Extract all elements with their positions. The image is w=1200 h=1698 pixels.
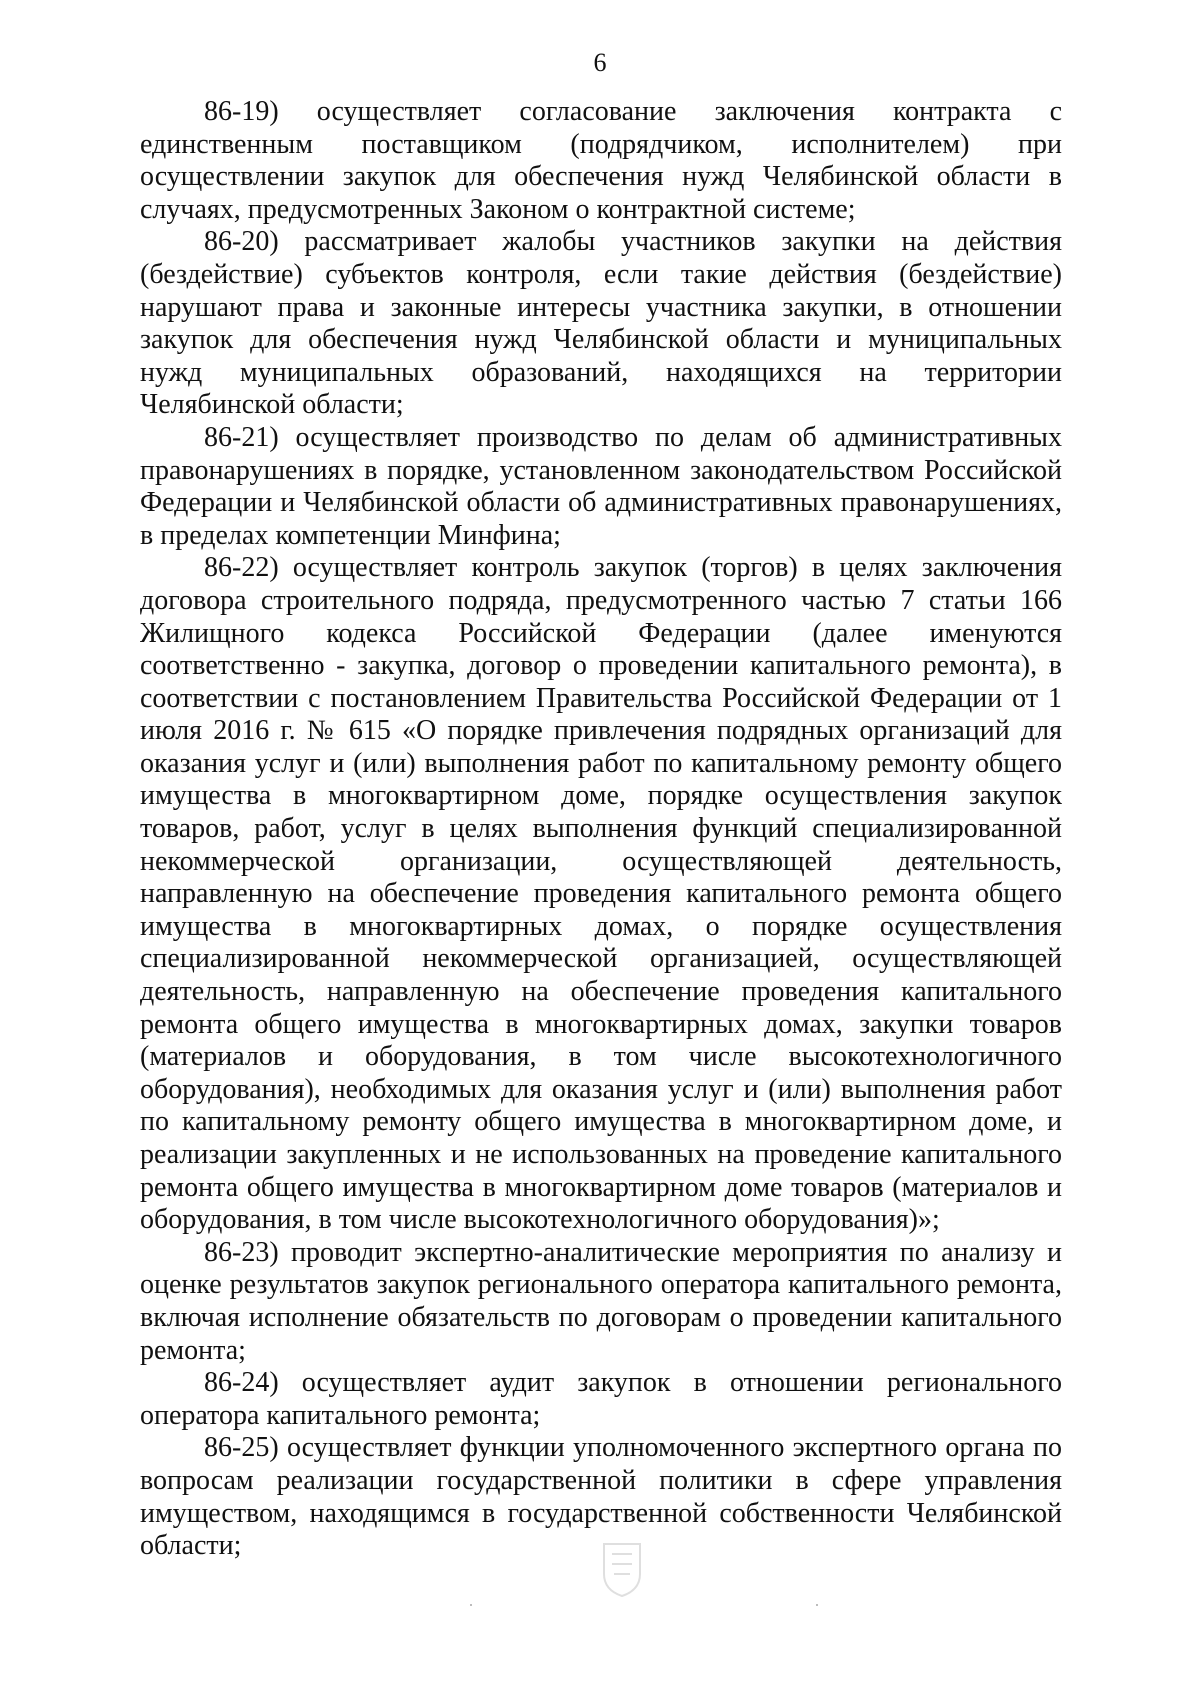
paragraph-86-19: 86-19) осуществляет согласование заключения контракта с единственным поставщиком (подрядчиком, исполнителем) при осуществлении закупок для обеспечения нужд Челябинской области в случаях, предусмотренных Законом о контрактной системе;: [140, 96, 1062, 225]
paragraph-86-24: 86-24) осуществляет аудит закупок в отношении регионального оператора капитального ремонта;: [140, 1367, 1062, 1431]
paragraph-86-21: 86-21) осуществляет производство по делам об административных правонарушениях в порядке, установленном законодательством Российской Федерации и Челябинской области об административных правонарушениях, в пределах компетенции Минфина;: [140, 421, 1062, 551]
faint-seal-watermark-icon: [600, 1538, 644, 1598]
paragraph-86-25: 86-25) осуществляет функции уполномоченного экспертного органа по вопросам реализации государственной политики в сфере управления имуществом, находящимся в государственной собственности Челябинской области;: [140, 1432, 1062, 1562]
paragraph-86-23: 86-23) проводит экспертно-аналитические мероприятия по анализу и оценке результатов закупок регионального оператора капитального ремонта, включая исполнение обязательств по договорам о проведении капитального ремонта;: [140, 1236, 1062, 1366]
paragraph-86-20: 86-20) рассматривает жалобы участников закупки на действия (бездействие) субъектов контроля, если такие действия (бездействие) нарушают права и законные интересы участника закупки, в отношении закупок для обеспечения нужд Челябинской области и муниципальных нужд муниципальных образований, находящихся на территории Челябинской области;: [140, 226, 1062, 421]
document-body: [140, 96, 1062, 1563]
scan-speck: [816, 1604, 818, 1606]
scan-speck: [470, 1604, 472, 1606]
page-number: 6: [593, 48, 607, 77]
paragraph-86-22: 86-22) осуществляет контроль закупок (торгов) в целях заключения договора строительного подряда, предусмотренного частью 7 статьи 166 Жилищного кодекса Российской Федерации (далее именуются соответственно - закупка, договор о проведении капитального ремонта), в соответствии с постановлением Правительства Российской Федерации от 1 июля 2016 г. № 615 «О порядке привлечения подрядных организаций для оказания услуг и (или) выполнения работ по капитальному ремонту общего имущества в многоквартирном доме, порядке осуществления закупок товаров, работ, услуг в целях выполнения функций специализированной некоммерческой организации, осуществляющей деятельность, направленную на обеспечение проведения капитального ремонта общего имущества в многоквартирных домах, о порядке осуществления специализированной некоммерческой организацией, осуществляющей деятельность, направленную на обеспечение проведения капитального ремонта общего имущества в многоквартирных домах, закупки товаров (материалов и оборудования, в том числе высокотехнологичного оборудования), необходимых для оказания услуг и (или) выполнения работ по капитальному ремонту общего имущества в многоквартирном доме, и реализации закупленных и не использованных на проведение капитального ремонта общего имущества в многоквартирном доме товаров (материалов и оборудования, в том числе высокотехнологичного оборудования)»;: [140, 552, 1062, 1236]
